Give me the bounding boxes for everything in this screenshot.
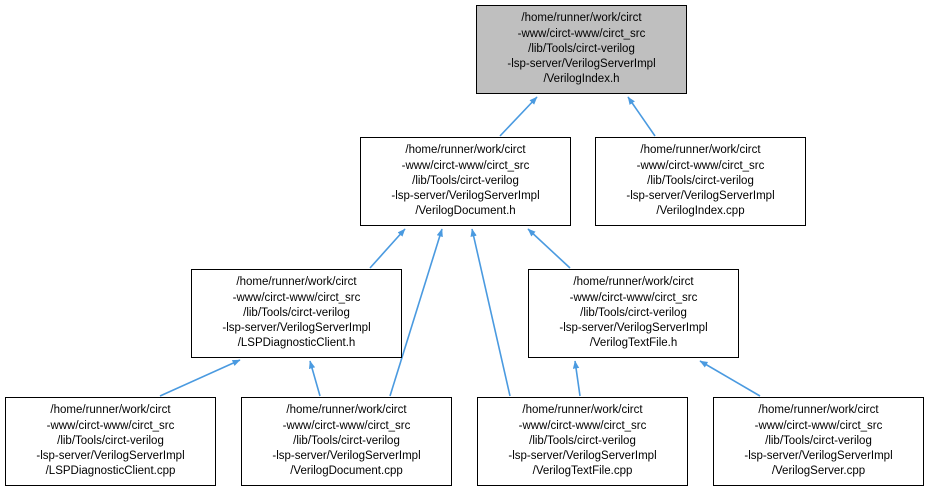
node-label-line: /home/runner/work/circt <box>758 404 879 417</box>
node-lsp-diagnostic-client-cpp[interactable] <box>5 397 216 486</box>
node-label-line: -lsp-server/VerilogServerImpl <box>272 450 421 463</box>
node-label-line: -lsp-server/VerilogServerImpl <box>222 322 371 335</box>
node-label-line: /VerilogServer.cpp <box>771 465 866 478</box>
node-label-line: -www/circt-www/circt_src <box>46 419 175 432</box>
node-label-line: /lib/Tools/circt-verilog <box>580 306 687 319</box>
node-label-line: -www/circt-www/circt_src <box>518 419 647 432</box>
node-label-line: /lib/Tools/circt-verilog <box>529 434 636 447</box>
node-label-line: /VerilogIndex.cpp <box>656 205 745 218</box>
node-label-line: -www/circt-www/circt_src <box>517 27 646 40</box>
node-label-line: /home/runner/work/circt <box>236 276 357 289</box>
edge-server-cpp-to-textfile-h <box>700 361 760 396</box>
edge-textfile-h-to-document-h <box>528 229 570 268</box>
node-verilog-server-cpp[interactable] <box>713 397 924 486</box>
node-label-line: -lsp-server/VerilogServerImpl <box>391 190 540 203</box>
node-verilog-document-h[interactable] <box>360 137 571 226</box>
node-label-line: -lsp-server/VerilogServerImpl <box>507 58 656 71</box>
node-verilog-index-cpp[interactable] <box>595 137 806 226</box>
node-label-line: /home/runner/work/circt <box>640 144 761 157</box>
node-label-line: /home/runner/work/circt <box>573 276 694 289</box>
node-label-line: /home/runner/work/circt <box>405 144 526 157</box>
edge-index-cpp-to-index-h <box>628 97 655 136</box>
node-label-line: /home/runner/work/circt <box>522 404 643 417</box>
node-label-line: -lsp-server/VerilogServerImpl <box>744 450 893 463</box>
edge-lsp-diagnostic-cpp-to-lsp-diagnostic-h <box>160 360 240 396</box>
node-label-line: -www/circt-www/circt_src <box>636 159 765 172</box>
node-verilog-text-file-h[interactable] <box>528 269 739 358</box>
node-label-line: /VerilogTextFile.h <box>589 337 678 350</box>
node-label-line: -www/circt-www/circt_src <box>401 159 530 172</box>
node-label-line: -www/circt-www/circt_src <box>569 291 698 304</box>
node-label-line: /home/runner/work/circt <box>50 404 171 417</box>
node-label-line: /LSPDiagnosticClient.h <box>237 337 356 350</box>
node-label-line: /LSPDiagnosticClient.cpp <box>45 465 176 478</box>
node-label-line: /VerilogDocument.h <box>415 205 516 218</box>
edge-lsp-diagnostic-h-to-document-h <box>370 229 405 268</box>
node-label-line: /home/runner/work/circt <box>521 12 642 25</box>
node-label-line: /VerilogDocument.cpp <box>290 465 403 478</box>
node-verilog-text-file-cpp[interactable] <box>477 397 688 486</box>
node-label-line: /lib/Tools/circt-verilog <box>293 434 400 447</box>
node-label-line: -www/circt-www/circt_src <box>754 419 883 432</box>
edge-textfile-cpp-to-textfile-h <box>575 361 580 396</box>
node-label-line: -lsp-server/VerilogServerImpl <box>36 450 185 463</box>
node-label-line: -www/circt-www/circt_src <box>232 291 361 304</box>
node-verilog-index-h[interactable] <box>476 5 687 94</box>
node-label-line: -lsp-server/VerilogServerImpl <box>626 190 775 203</box>
node-label-line: /home/runner/work/circt <box>286 404 407 417</box>
edge-document-cpp-to-lsp-diagnostic-h <box>310 361 320 396</box>
node-label-line: /lib/Tools/circt-verilog <box>647 174 754 187</box>
node-verilog-document-cpp[interactable] <box>241 397 452 486</box>
node-label-line: -lsp-server/VerilogServerImpl <box>559 322 708 335</box>
node-label-line: /VerilogTextFile.cpp <box>532 465 633 478</box>
node-label-line: /VerilogIndex.h <box>543 73 620 86</box>
node-label-line: -lsp-server/VerilogServerImpl <box>508 450 657 463</box>
edge-document-h-to-index-h <box>500 97 537 136</box>
node-label-line: /lib/Tools/circt-verilog <box>57 434 164 447</box>
node-lsp-diagnostic-client-h[interactable] <box>191 269 402 358</box>
node-label-line: /lib/Tools/circt-verilog <box>528 42 635 55</box>
node-label-line: /lib/Tools/circt-verilog <box>412 174 519 187</box>
node-label-line: /lib/Tools/circt-verilog <box>765 434 872 447</box>
node-label-line: /lib/Tools/circt-verilog <box>243 306 350 319</box>
edge-textfile-cpp-to-document-h <box>472 229 510 396</box>
node-label-line: -www/circt-www/circt_src <box>282 419 411 432</box>
